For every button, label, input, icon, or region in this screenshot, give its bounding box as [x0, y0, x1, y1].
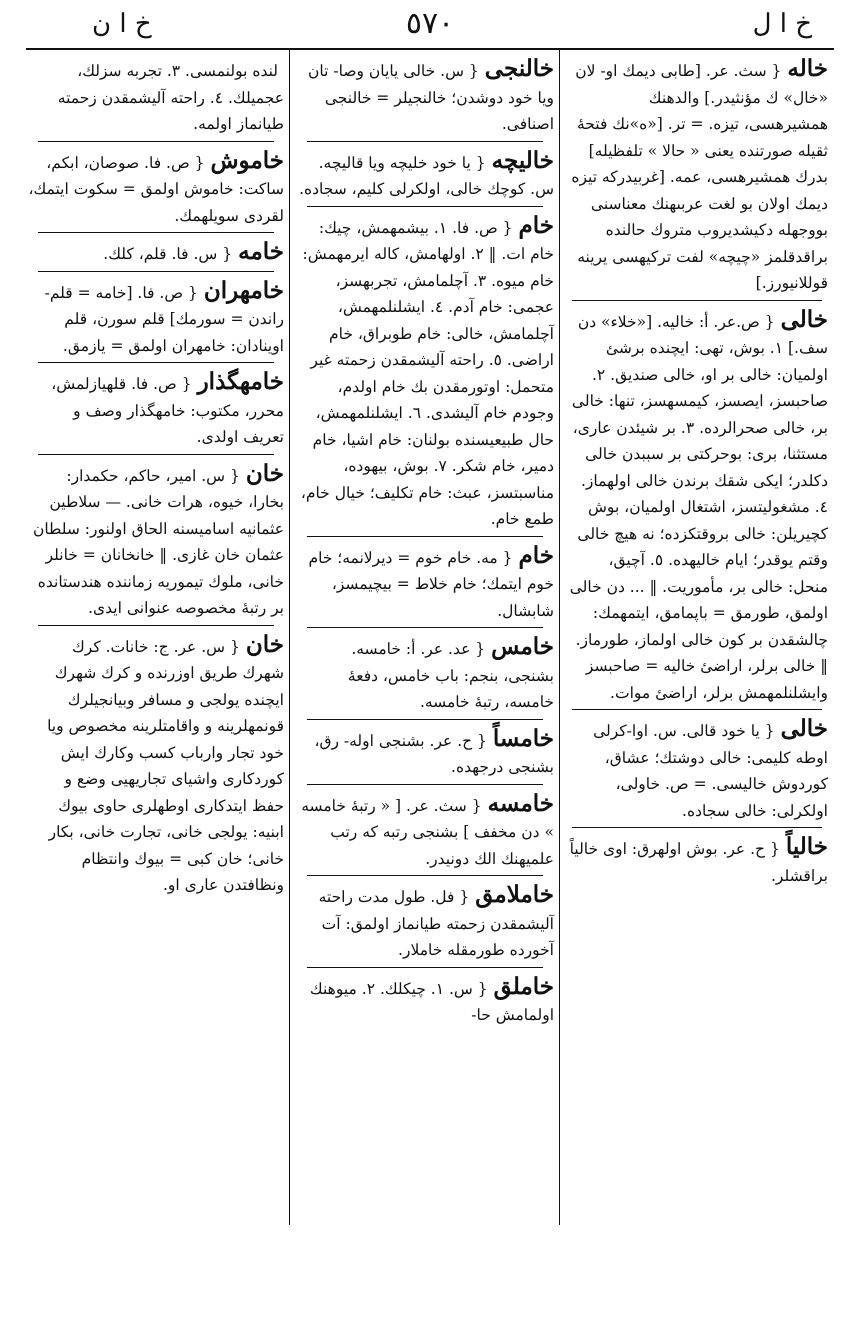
dictionary-entry [566, 307, 828, 707]
dictionary-entry [28, 632, 284, 899]
dictionary-entry [566, 56, 828, 297]
dictionary-entry [28, 239, 284, 268]
entry-definition: { س. عر. ج: خانات. كرك شهرك طريق اوزرنده و كرك شهرك ايچنده يولجى و مسافر وبيانجيلرك قونمهلرينه و واقامتلرينه مخصوص ويا خود تجار وارباب كسب وكارك ايش كوردكارى واشياى تجاريهيى وضع و حفظ ايتدكارى اوطهلرى حاوى بيوك ابنيه: يولجى خانى، تجارت خانى، بكار خانى؛ خان كبى = بيوك وانتظام ونظافتدن عارى او. [47, 637, 284, 894]
entry-headword: خاملق [493, 972, 554, 1000]
entry-separator [307, 141, 543, 142]
running-head-right: خ ا ل [752, 9, 812, 39]
dictionary-entry [296, 543, 554, 625]
dictionary-entry [566, 834, 828, 889]
entry-separator [307, 875, 543, 876]
entry-separator [572, 300, 822, 301]
entry-headword: خام [518, 211, 554, 239]
entry-headword: خامهران [203, 276, 284, 304]
right-column [566, 56, 828, 892]
dictionary-entry [566, 716, 828, 824]
entry-definition: { عد. عر. أ: خامسه. بشنجى، بنجم: باب خامس، دفعهٔ خامسه، رتبهٔ خامسه. [347, 640, 554, 711]
column-divider [289, 50, 290, 1225]
dictionary-entry [28, 148, 284, 230]
entry-definition: { ح. عر. بشنجى اوله- رق، بشنجى درجهده. [314, 731, 554, 776]
column-divider [559, 50, 560, 1225]
entry-definition: { سث. عر. [طابى ديمك او- لان «خال» ك مؤنثيدر.] والدهنك همشيرهسى، تيزه. = تر. [«ه»نك فتحهٔ ثقيله صورتنده يعنى « حالا » تلفظيله] بدرك همشيرهسى، عمه. [غربيدركه تيزه ديمك اولان بو لغت عربىهنك معناسنى بووجهله دكيشديروب متروك حالنده براقدقلمز «چيچه» لفت تركيهسى يرينه قوللانيورز.] [571, 62, 828, 292]
entry-definition: { ص.عر. أ: خاليه. [«خلاء» دن سف.] ١. بوش، تهى: ايچنده برشئ اولميان: خالى بر او، خالى صنديق. ٢. صاحبسز، ايصسز، كيمسهسز، تنها: خالى بر، خالى صحرالرده. ٣. بر شيئدن عارى، مستثنا، برى: بوحركتى بر سببدن خالى دكلدر؛ ايكى شقك برندن خالى اولهماز. ٤. مشغوليتسز، اشتغال اولميان، بوش كچيريلن: خالى بروقتكزده؛ نه هيچ خالى وقتم يوقدر؛ ايام خاليهده. ٥. آچيق، منحل: خالى بر، مأموريت. ‖ ... دن خالى اولمق، طورمق = باپمامق، ايتمهمك: چالشقدن بر كون خالى اولماز، طورماز. ‖ خالى برلر، اراضىٔ خاليه = صاحبسز وايشلنلمهمش برلر، اراضىٔ موات. [569, 312, 828, 702]
entry-definition: { مه. خام خوم = ديرلانمه؛ خام خوم ايتمك؛ خام خلاط = بيچيمسز، شابشال. [308, 548, 554, 620]
entry-separator [307, 784, 543, 785]
entry-headword: خالى [780, 305, 828, 333]
dictionary-entry [28, 461, 284, 622]
entry-definition: { س. خالى يايان وصا- تان ويا خود دوشدن؛ خالنجيلر = خالنجى اصنافى. [308, 62, 554, 133]
entry-definition: { سث. عر. [ « رتبهٔ خامسه » دن مخفف ] بشنجى رتبه كه رتب علميهنك الك دونيدر. [301, 796, 554, 868]
entry-separator [38, 271, 274, 272]
entry-headword: خاليچه [491, 146, 554, 174]
entry-definition: { ص. فا. ١. بيشمهمش، چيك: خام ات. ‖ ٢. اولهامش، كاله ايرمهمش: خام ميوه. ٣. آچلمامش، تجربهسز، عجمى: خام آدم. ٤. ايشلنلمهمش، آچلمامش، خالى: خام طوبراق، خام اراضى. ٥. راحته آليشمقدن زحمته غير متحمل: اوتورمقدن بك خام اولدم، وجودم خام آليشدى. ٦. ايشلنلمهمش، حال طبيعيسنده بولنان: خام اشيا، خام دمير، خام شكر. ٧. بوش، بيهوده، مناسبتسز، عبث: خام تكليف؛ خيال خام، طمع خام. [300, 218, 554, 528]
dictionary-entry [296, 882, 554, 964]
dictionary-entry [296, 148, 554, 203]
entry-definition: { ص. فا. قلهيازلمش، محرر، مكتوب: خامهگذار وصف و تعريف اولدى. [51, 375, 284, 446]
entry-headword: خامسه [487, 789, 554, 817]
entry-separator [307, 719, 543, 720]
entry-definition: لنده بولنمسى. ٣. تجربه سزلك، عجميلك. ٤. راحته آليشمقدن زحمته طيانماز اولمه. [57, 62, 284, 133]
dictionary-entry [28, 278, 284, 360]
entry-definition: { يا خود خليچه ويا قاليچه. س. كوچك خالى، اولكرلى كليم، سجاده. [299, 153, 554, 198]
dictionary-entry [28, 369, 284, 451]
dictionary-entry [296, 634, 554, 716]
entry-separator [38, 625, 274, 626]
entry-separator [38, 141, 274, 142]
dictionary-entry [296, 974, 554, 1029]
dictionary-entry [28, 56, 284, 138]
entry-separator [38, 454, 274, 455]
entry-headword: خاملامق [475, 881, 554, 908]
dictionary-entry [296, 726, 554, 781]
entry-separator [307, 206, 543, 207]
entry-headword: خامساً [492, 724, 554, 752]
page-number: ٥٧٠ [405, 6, 455, 41]
entry-definition: { يا خود قالى. س. اوا-كرلى اوطه كليمى: خالى دوشتك؛ عشاق، كوردوش خاليسى. = ص. خاولى، اولكرلى: خالى سجاده. [593, 722, 828, 820]
entry-headword: خالنجى [484, 55, 554, 82]
entry-headword: خاموش [210, 146, 284, 174]
entry-separator [38, 232, 274, 233]
entry-separator [38, 362, 274, 363]
entry-headword: خاله [787, 55, 828, 82]
entry-headword: خان [245, 459, 284, 487]
entry-headword: خامهگذار [197, 368, 284, 395]
entry-headword: خامس [491, 633, 554, 660]
entry-definition: { ص. فا. [خامه = قلم- راندن = سورمك] قلم سورن، قلم اوينادان: خامهران اولمق = يازمق. [44, 283, 284, 355]
entry-separator [307, 536, 543, 537]
entry-definition: { س. فا. قلم، كلك. [103, 245, 233, 263]
entry-headword: خالياً [785, 833, 828, 860]
entry-separator [572, 827, 822, 828]
entry-definition: { فل. طول مدت راحته آليشمقدن زحمته طيانماز اولمق: آت آخورده طورمقله خاملار. [318, 888, 554, 959]
entry-headword: خالى [780, 715, 828, 742]
dictionary-entry [296, 56, 554, 138]
entry-separator [307, 627, 543, 628]
entry-headword: خان [245, 630, 284, 658]
entry-definition: { س. ١. چيكلك. ٢. ميوهنك اولمامش حا- [309, 979, 554, 1024]
entry-headword: خام [518, 541, 554, 569]
left-column [28, 56, 284, 902]
entry-definition: { ص. فا. صوصان، ابكم، ساكت: خاموش اولمق = سكوت ايتمك، لقردى سويلهمك. [28, 153, 284, 225]
entry-headword: خامه [238, 238, 284, 265]
running-head-left: خ ا ن [92, 9, 152, 39]
entry-definition: { س. امير، حاكم، حكمدار: بخارا، خيوه، هرات خانى. — سلاطين عثمانيه اساميسنه الحاق اولنور: سلطان عثمان خان غازى. ‖ خانخانان = خانلر خانى، ملوك تيموريه زماننده هندستانده بر رتبهٔ مخصوصه عنوانى ايدى. [32, 466, 284, 617]
entry-definition: { ح. عر. بوش اولهرق: اوى خالياً براقشلر. [569, 840, 828, 885]
header-rule [26, 48, 834, 50]
dictionary-entry [296, 213, 554, 533]
entry-separator [307, 967, 543, 968]
dictionary-entry [296, 791, 554, 873]
middle-column [296, 56, 554, 1032]
entry-separator [572, 709, 822, 710]
